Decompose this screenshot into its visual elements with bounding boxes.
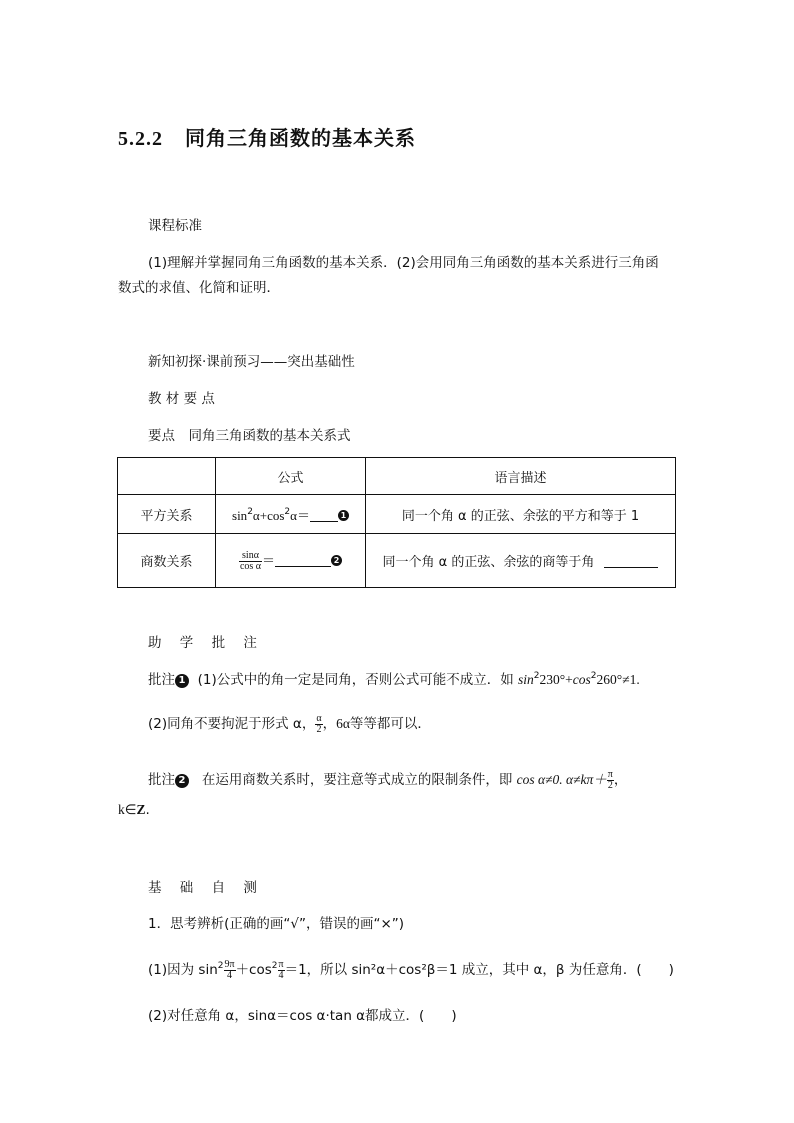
note-2: 批注 2 在运用商数关系时，要注意等式成立的限制条件，即 cos α≠0. α≠kπ＋ $\frac{\pi}{2}$ ， bbox=[148, 768, 628, 791]
page-title bbox=[118, 122, 416, 151]
note-1-part-2: (2)同角不要拘泥于形式 α， $\frac{\alpha}{2}$ ，6α等等都可以． bbox=[148, 712, 431, 735]
alpha-half-fraction: $\frac{\alpha}{2}$ bbox=[316, 712, 322, 735]
square-formula: $\sin^2\alpha+\cos^2\alpha= 1$ bbox=[216, 495, 366, 534]
note-2-marker: 2 bbox=[175, 774, 189, 788]
note-2-line-2: k∈Z. bbox=[118, 802, 150, 818]
answer-blank bbox=[604, 567, 658, 568]
pi-half-fraction: $\frac{\pi}{2}$ bbox=[607, 768, 613, 791]
title-text: 同角三角函数的基本关系 bbox=[185, 126, 416, 150]
pi-quarter-fraction: $\frac{\pi}{4}$ bbox=[278, 958, 284, 981]
nine-pi-quarter-fraction: $\frac{9\pi}{4}$ bbox=[224, 958, 235, 981]
table-header-formula: 公式 bbox=[216, 458, 366, 495]
notes-heading: 助 学 批 注 bbox=[148, 635, 264, 651]
row-label-quotient: 商数关系 bbox=[118, 534, 216, 588]
row-label-square: 平方关系 bbox=[118, 495, 216, 534]
table-row bbox=[118, 495, 676, 534]
quotient-description: 同一个角 α 的正弦、余弦的商等于角 bbox=[366, 534, 676, 588]
note-1: 批注 1 (1)公式中的角一定是同角，否则公式可能不成立．如 $\sin^2230^\circ+\cos^2260^\circ\ne 1$. bbox=[148, 671, 640, 688]
square-description: 同一个角 α 的正弦、余弦的平方和等于 1 bbox=[366, 495, 676, 534]
curriculum-line-2: 数式的求值、化简和证明． bbox=[118, 280, 280, 296]
preview-heading: 新知初探·课前预习——突出基础性 bbox=[148, 354, 355, 370]
answer-blank bbox=[310, 521, 338, 522]
relation-table bbox=[117, 457, 676, 588]
curriculum-line-1: (1)理解并掌握同角三角函数的基本关系．(2)会用同角三角函数的基本关系进行三角函 bbox=[148, 255, 659, 271]
self-test-heading: 基 础 自 测 bbox=[148, 880, 264, 896]
textbook-points-heading: 教 材 要 点 bbox=[148, 391, 215, 407]
note-marker-2: 2 bbox=[331, 555, 342, 566]
quotient-formula: $\frac{\sin\alpha}{\text{cos α}}$ ＝ 2 bbox=[216, 534, 366, 588]
answer-blank bbox=[275, 566, 331, 567]
table-header-row bbox=[118, 458, 676, 495]
question-1-part-1: (1)因为 $\sin^2$ $\frac{9\pi}{4}$ $+\cos^2$ $\frac{\pi}{4}$ ＝1，所以 sin²α＋cos²β＝1 成立，其中 α，β 为任意角．( ) bbox=[148, 958, 674, 981]
key-point-label: 要点 同角三角函数的基本关系式 bbox=[148, 428, 351, 444]
table-row bbox=[118, 534, 676, 588]
question-1-part-2: (2)对任意角 α，sinα＝cos α·tan α都成立．( ) bbox=[148, 1008, 457, 1024]
quotient-fraction: $\frac{\sin\alpha}{\text{cos α}}$ bbox=[239, 549, 262, 572]
question-1: 1．思考辨析(正确的画“√”，错误的画“×”) bbox=[148, 916, 405, 932]
section-number: 5.2.2 bbox=[118, 128, 163, 150]
curriculum-heading: 课程标准 bbox=[148, 218, 202, 234]
table-header-description: 语言描述 bbox=[366, 458, 676, 495]
note-1-marker: 1 bbox=[175, 674, 189, 688]
note-marker-1: 1 bbox=[338, 510, 349, 521]
table-header-empty bbox=[118, 458, 216, 495]
